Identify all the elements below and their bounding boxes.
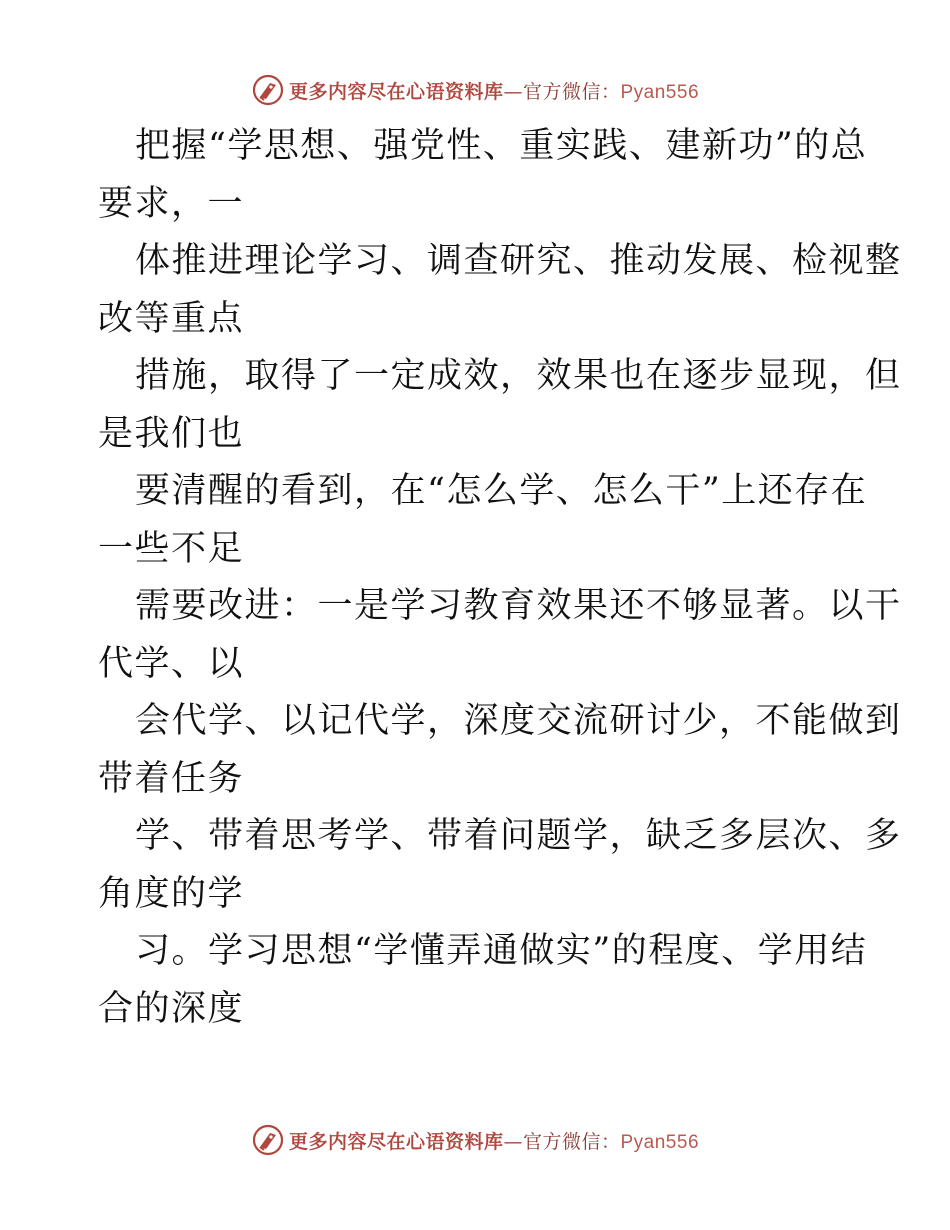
header-wechat-id: Pyan556 bbox=[620, 81, 700, 103]
body-line: 合的深度 bbox=[98, 988, 245, 1029]
header-wechat-label: 官方微信： bbox=[522, 80, 621, 103]
body-line: 一些不足 bbox=[98, 528, 245, 569]
footer-watermark-text bbox=[289, 1127, 699, 1154]
body-line: 要求，一 bbox=[98, 183, 245, 224]
header-dash: — bbox=[503, 80, 523, 103]
body-line: 需要改进：一是学习教育效果还不够显著。以干 bbox=[135, 586, 902, 626]
pen-nib-logo-icon bbox=[251, 1123, 285, 1157]
body-line: 会代学、以记代学，深度交流研讨少，不能做到 bbox=[135, 701, 902, 741]
body-line: 体推进理论学习、调查研究、推动发展、检视整 bbox=[135, 241, 902, 281]
header-watermark-banner bbox=[0, 70, 950, 110]
footer-wechat-id: Pyan556 bbox=[620, 1131, 700, 1153]
body-line: 措施，取得了一定成效，效果也在逐步显现，但 bbox=[135, 356, 902, 396]
footer-wechat-label: 官方微信： bbox=[522, 1130, 621, 1153]
body-line: 学、带着思考学、带着问题学，缺乏多层次、多 bbox=[135, 816, 902, 856]
body-line: 代学、以 bbox=[98, 643, 245, 684]
header-watermark-text bbox=[289, 77, 699, 104]
body-line: 把握“学思想、强党性、重实践、建新功”的总 bbox=[135, 126, 868, 166]
body-line: 要清醒的看到，在“怎么学、怎么干”上还存在 bbox=[135, 471, 868, 511]
body-line: 带着任务 bbox=[98, 758, 245, 799]
body-line: 是我们也 bbox=[98, 413, 245, 454]
document-body bbox=[98, 118, 902, 1038]
footer-watermark-banner bbox=[0, 1120, 950, 1160]
body-line: 改等重点 bbox=[98, 298, 245, 339]
header-library-label: 更多内容尽在心语资料库 bbox=[288, 80, 504, 103]
footer-dash: — bbox=[503, 1130, 523, 1153]
body-line: 习。学习思想“学懂弄通做实”的程度、学用结 bbox=[135, 931, 868, 971]
footer-library-label: 更多内容尽在心语资料库 bbox=[288, 1130, 504, 1153]
body-line: 角度的学 bbox=[98, 873, 245, 914]
pen-nib-logo-icon bbox=[251, 73, 285, 107]
